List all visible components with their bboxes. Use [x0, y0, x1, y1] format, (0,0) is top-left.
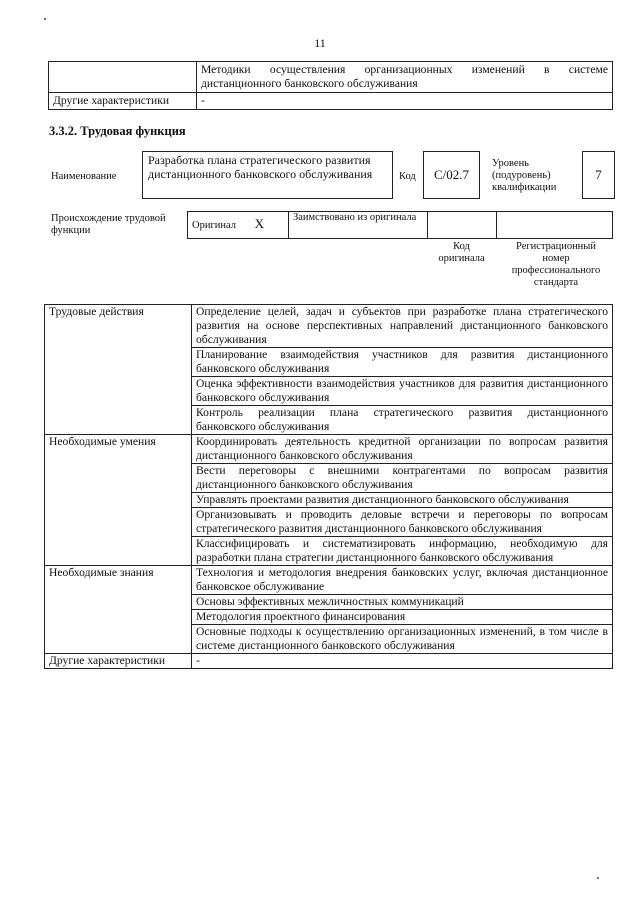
original-mark: X: [254, 216, 265, 231]
code-value-box: [423, 151, 480, 199]
table-cell: -: [197, 93, 613, 110]
borrowed-label: Заимствовано из оригинала: [289, 212, 428, 239]
main-table: [44, 304, 613, 669]
original-label: Оригинал: [192, 220, 236, 231]
table-cell: Методики осуществления организационных изменений в системе дистанционного банковского обслуживания: [197, 62, 613, 93]
empty-cell: [49, 62, 197, 93]
origin-label: Происхождение трудовой функции: [51, 213, 166, 236]
section-title: 3.3.2. Трудовая функция: [49, 124, 186, 138]
table-cell: Основы эффективных межличностных коммуникаций: [192, 595, 613, 610]
scan-speck: [597, 877, 599, 879]
table-row: [49, 62, 613, 93]
table-cell: Технология и методология внедрения банковских услуг, включая дистанционное банковское обслуживание: [192, 566, 613, 595]
level-value-box: [582, 151, 615, 199]
reg-number-cell: [497, 212, 613, 239]
code-value: C/02.7: [433, 167, 470, 182]
table-cell: Определение целей, задач и субъектов при разработке плана стратегического развития на основе перспективных направлений дистанционного банковского обслуживания: [192, 305, 613, 348]
table-row: [45, 305, 613, 348]
code-original-cell: [428, 212, 497, 239]
table-cell: Координировать деятельность кредитной организации по вопросам развития дистанционного банковского обслуживания: [192, 435, 613, 464]
row-group-label: Необходимые умения: [45, 435, 192, 566]
table-cell: Контроль реализации плана стратегического развития дистанционного банковского обслуживания: [192, 406, 613, 435]
table-row: [45, 566, 613, 595]
page-number: 11: [314, 36, 326, 50]
code-label: Код: [399, 171, 416, 182]
table-cell: Вести переговоры с внешними контрагентами по вопросам развития дистанционного банковского обслуживания: [192, 464, 613, 493]
row-group-label: Необходимые знания: [45, 566, 192, 654]
row-label: Другие характеристики: [49, 93, 197, 110]
level-value: 7: [595, 167, 602, 182]
row-group-label: Трудовые действия: [45, 305, 192, 435]
table-row: [188, 212, 613, 239]
name-value-box: [142, 151, 393, 199]
table-cell: Методология проектного финансирования: [192, 610, 613, 625]
table-cell: Классифицировать и систематизировать информацию, необходимую для разработки плана стратегии дистанционного банковского обслуживания: [192, 537, 613, 566]
row-label: Другие характеристики: [45, 654, 192, 669]
original-cell: [188, 212, 289, 239]
table-cell: Управлять проектами развития дистанционного банковского обслуживания: [192, 493, 613, 508]
level-label: Уровень (подуровень) квалификации: [492, 158, 557, 193]
origin-table: [187, 211, 613, 239]
table-cell: -: [192, 654, 613, 669]
name-value: Разработка плана стратегического развития дистанционного банковского обслуживания: [148, 153, 373, 181]
code-original-caption: Код оригинала: [438, 241, 485, 264]
reg-number-caption: Регистрационный номер профессионального стандарта: [511, 241, 601, 288]
table-cell: Основные подходы к осуществлению организационных изменений, в том числе в системе дистанционного банковского обслуживания: [192, 625, 613, 654]
table-row: [45, 654, 613, 669]
top-table: [48, 61, 613, 110]
table-row: [45, 435, 613, 464]
table-cell: Оценка эффективности взаимодействия участников для развития дистанционного банковского обслуживания: [192, 377, 613, 406]
table-row: [49, 93, 613, 110]
table-cell: Организовывать и проводить деловые встречи и переговоры по вопросам стратегического развития дистанционного банковского обслуживания: [192, 508, 613, 537]
scan-speck: [44, 18, 46, 20]
table-cell: Планирование взаимодействия участников для развития дистанционного банковского обслуживания: [192, 348, 613, 377]
name-label: Наименование: [51, 171, 117, 182]
